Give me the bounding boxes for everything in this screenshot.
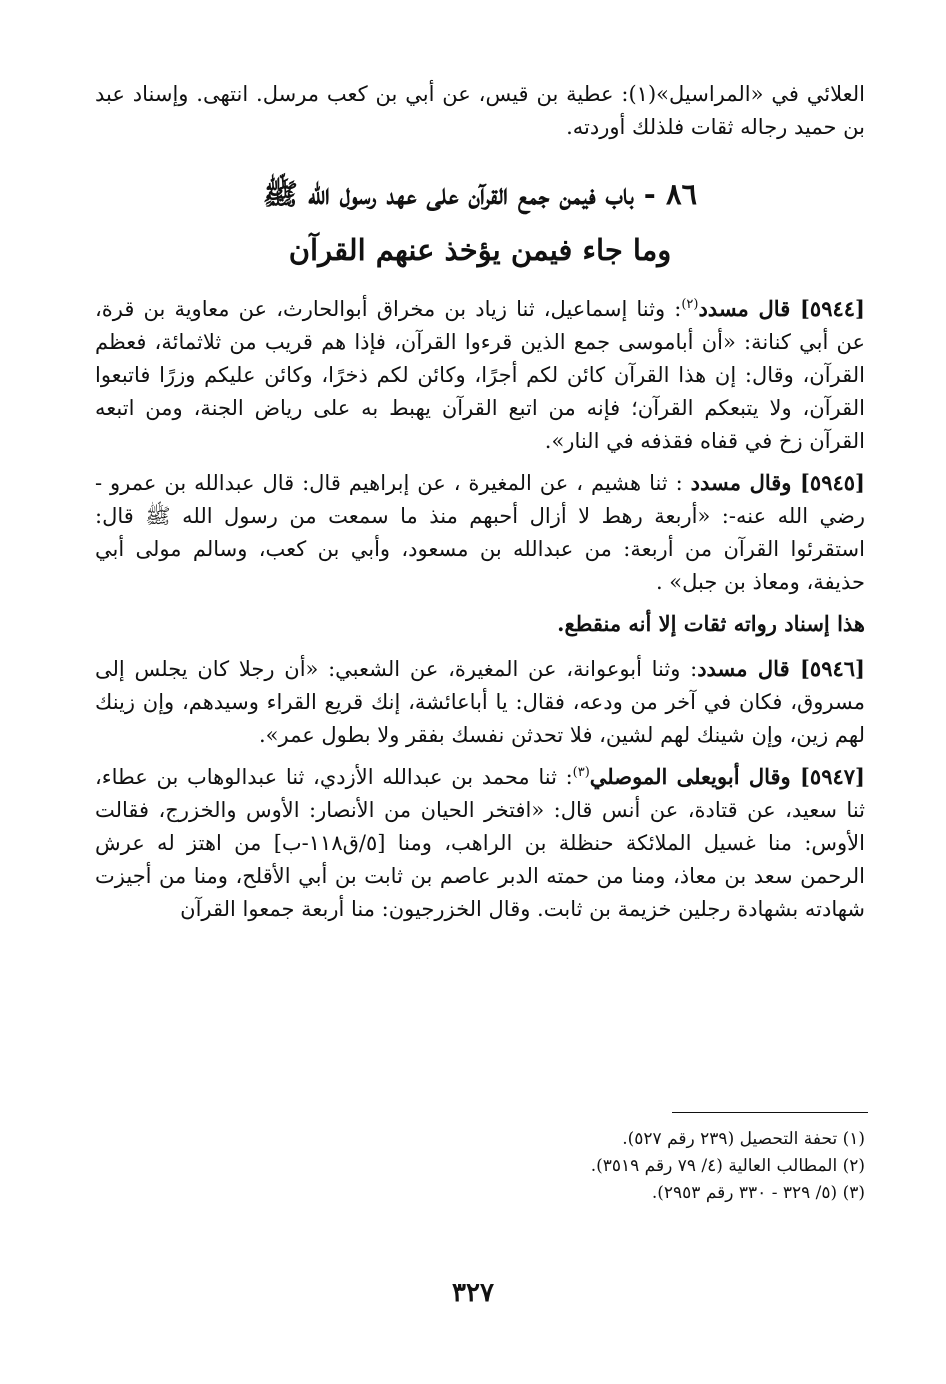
hadith-5947-text: : ثنا محمد بن عبدالله الأزدي، ثنا عبدالوهاب بن عطاء، ثنا سعيد، عن قتادة، عن أنس قال: «افتخر الحيان من الأنصار: الأوس والخزرج، فقالت الأوس: منا غسيل الملائكة حنظلة بن الراهب، ومنا [٥/ق١١٨-ب] من اهتز له عرش الرحمن سعد بن معاذ، ومنا من حمته الدبر عاصم بن ثابت بن أبي الأقلح، ومنا من أجيزت شهادته بشهادة رجلين خزيمة بن ثابت. وقال الخزرجيون: منا أربعة جمعوا القرآن <box>95 765 865 921</box>
footnote-ref-3: (٣) <box>572 765 590 780</box>
hadith-5947-lead: [٥٩٤٧] وقال أبويعلى الموصلي <box>589 764 865 789</box>
hadith-5946 <box>95 652 865 752</box>
footnote-separator <box>672 1112 868 1113</box>
hadith-5945 <box>95 466 865 599</box>
hadith-5947 <box>95 760 865 926</box>
footnote-1: (١) تحفة التحصيل (٢٣٩ رقم ٥٢٧). <box>622 1129 865 1149</box>
footnote-3: (٣) (٥/ ٣٢٩ - ٣٣٠ رقم ٢٩٥٣). <box>651 1183 865 1203</box>
page-body <box>95 78 865 934</box>
hadith-5945-lead: [٥٩٤٥] وقال مسدد <box>690 470 865 495</box>
page-number: ٣٢٧ <box>452 1278 494 1308</box>
footnote-ref-2: (٢) <box>681 297 699 312</box>
hadith-5944 <box>95 292 865 458</box>
chapter-title-line-2: وما جاء فيمن يؤخذ عنهم القرآن <box>288 233 672 267</box>
hadith-5946-text: : وثنا أبوعوانة، عن المغيرة، عن الشعبي: «أن رجلا كان يجلس إلى مسروق، فكان في آخر من ودعه، فقال: يا أباعائشة، إنك قريع القراء وسيدهم، وإن زينك لهم زين، وإن شينك لهم لشين، فلا تحدثن نفسك بفقر ولا بطول عمر». <box>95 657 865 747</box>
footnotes <box>95 1126 865 1207</box>
hadith-5945-text: : ثنا هشيم ، عن المغيرة ، عن إبراهيم قال: قال عبدالله بن عمرو - رضي الله عنه-: «أربعة رهط لا أزال أحبهم منذ ما سمعت من رسول الله ﷺ قال: استقرئوا القرآن من أربعة: من عبدالله بن مسعود، وأبي بن كعب، وسالم مولى أبي حذيفة، ومعاذ بن جبل» . <box>95 471 865 594</box>
intro-paragraph: العلائي في «المراسيل»(١): عطية بن قيس، عن أبي بن كعب مرسل. انتهى. وإسناد عبد بن حميد رجاله ثقات فلذلك أوردته. <box>95 82 865 139</box>
chapter-title-line-1: ٨٦ - باب فيمن جمع القرآن على عهد رسول الله ﷺ <box>262 177 698 211</box>
hadith-5944-lead: [٥٩٤٤] قال مسدد <box>698 296 865 321</box>
chapter-heading <box>95 166 865 278</box>
hadith-5944-text: : وثنا إسماعيل، ثنا زياد بن مخراق أبوالحارث، عن معاوية بن قرة، عن أبي كنانة: «أن أباموسى جمع الذين قرءوا القرآن، فإذا هم قريب من ثلاثمائة، فعظم القرآن، وقال: إن هذا القرآن كائن لكم أجرًا، وكائن لكم ذخرًا، وكائن عليكم وزرًا فاتبعوا القرآن، ولا يتبعكم القرآن؛ فإنه من اتبع القرآن يهبط به على رياض الجنة، ومن اتبعه القرآن زخ في قفاه فقذفه في النار». <box>95 297 865 453</box>
footnote-2: (٢) المطالب العالية (٤/ ٧٩ رقم ٣٥١٩). <box>590 1156 865 1176</box>
hadith-5946-lead: [٥٩٤٦] قال مسدد <box>697 656 865 681</box>
isnad-comment: هذا إسناد رواته ثقات إلا أنه منقطع. <box>557 611 865 636</box>
